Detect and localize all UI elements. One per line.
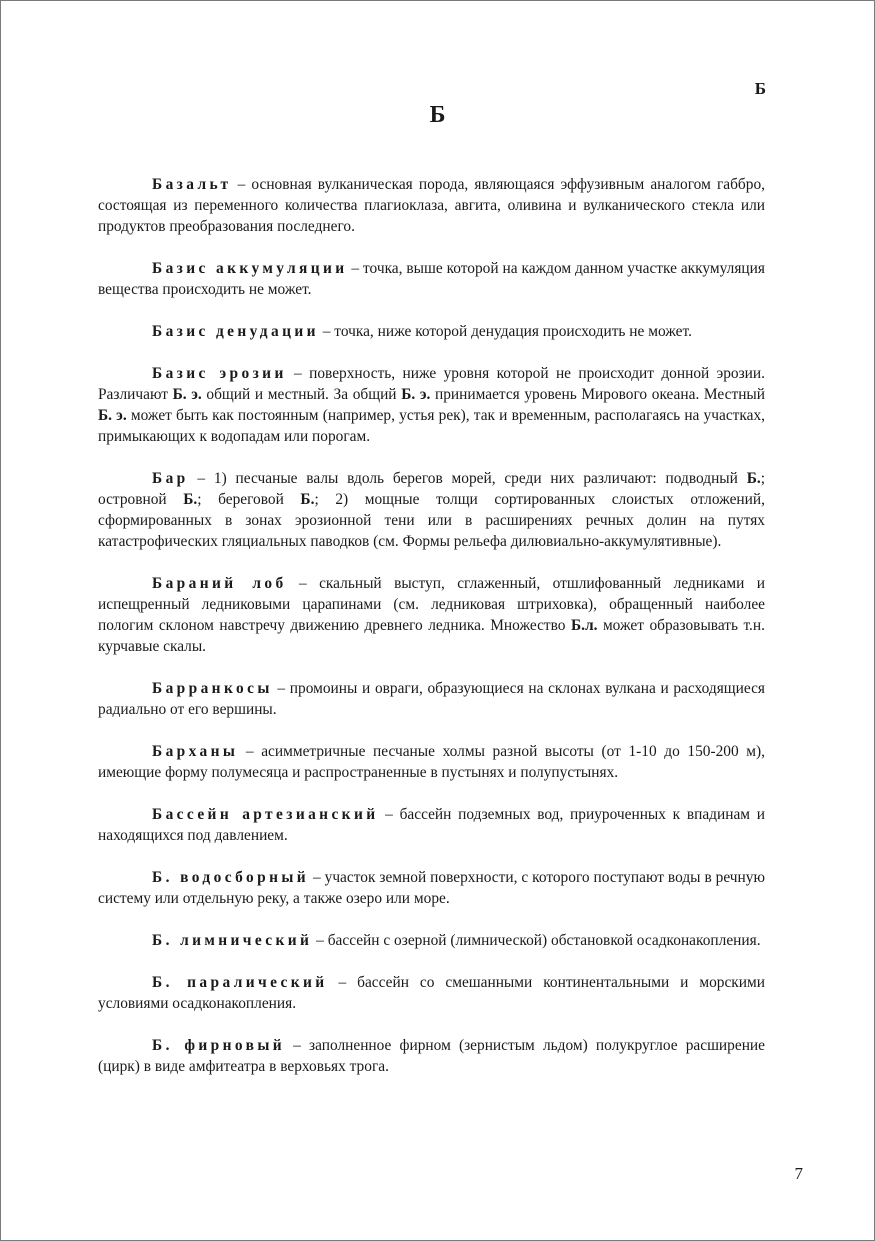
entry-abbreviation: Б.л. (570, 617, 598, 634)
glossary-entry (98, 678, 765, 720)
entry-text: – участок земной поверхности, с которого поступают воды в речную систему или отдельную реку, а также озеро или море. (98, 869, 765, 907)
entry-text: может быть как постоянным (например, устья рек), так и временным, располагаясь на участках, примыкающих к водопадам или порогам. (98, 407, 765, 445)
entry-term: Барханы (152, 743, 239, 760)
entry-text: – бассейн с озерной (лимнической) обстановкой осадконакопления. (312, 932, 761, 949)
entry-text: может образовывать т.н. курчавые скалы. (98, 617, 765, 655)
entry-text: – 1) песчаные валы вдоль берегов морей, среди них различают: подводный (188, 470, 747, 487)
glossary-entry (98, 258, 765, 300)
glossary-entry (98, 468, 765, 552)
entry-text: – бассейн со смешанными континентальными и морскими условиями осадконакопления. (98, 974, 765, 1012)
entry-term: Б. водосборный (152, 869, 310, 886)
entry-abbreviation: Б. (183, 491, 198, 508)
entry-abbreviation: Б. э. (98, 407, 127, 424)
entry-text: – скальный выступ, сглаженный, отшлифованный ледниками и испещренный ледниковыми царапинами (см. ледниковая штриховка), обращенный наиболее пологим склоном навстречу движению древнего ледника. Множество (98, 575, 765, 634)
entry-text: общий и местный. За общий (201, 386, 402, 403)
entry-abbreviation: Б. (300, 491, 315, 508)
entry-text: ; островной (98, 470, 765, 508)
chapter-title: Б (429, 102, 446, 128)
entry-term: Бассейн артезианский (152, 806, 379, 823)
entry-text: – поверхность, ниже уровня которой не происходит донной эрозии. Различают (98, 365, 765, 403)
page-number: 7 (794, 1164, 803, 1183)
glossary-entry (98, 867, 765, 909)
entry-text: – точка, ниже которой денудация происходить не может. (318, 323, 692, 340)
entry-text: ; береговой (197, 491, 301, 508)
entry-text: – асимметричные песчаные холмы разной высоты (от 1-10 до 150-200 м), имеющие форму полумесяца и распространенные в пустынях и полупустынях. (98, 743, 765, 781)
entry-term: Бар (152, 470, 189, 487)
entry-term: Базис эрозии (152, 365, 287, 382)
glossary-entry (98, 972, 765, 1014)
entry-term: Б. фирновый (152, 1037, 286, 1054)
entry-term: Базальт (152, 176, 232, 193)
glossary-entry (98, 930, 765, 951)
glossary-entry (98, 363, 765, 447)
entry-term: Б. паралический (152, 974, 328, 991)
glossary-entry (98, 321, 765, 342)
glossary-entry (98, 1035, 765, 1077)
entry-text: принимается уровень Мирового океана. Местный (430, 386, 766, 403)
entry-text: ; 2) мощные толщи сортированных слоистых отложений, сформированных в зонах эрозионной тени или в расширениях речных долин на путях катастрофических гляциальных паводков (см. Формы рельефа дилювиально-аккумулятивные). (98, 491, 765, 550)
entry-abbreviation: Б. э. (172, 386, 202, 403)
entry-term: Бараний лоб (152, 575, 287, 592)
glossary-entry (98, 174, 765, 237)
entry-abbreviation: Б. э. (401, 386, 431, 403)
entry-term: Б. лимнический (152, 932, 313, 949)
entry-text: – основная вулканическая порода, являющаяся эффузивным аналогом габбро, состоящая из переменного количества плагиоклаза, авгита, оливина и вулканического стекла или продуктов преобразования последнего. (98, 176, 765, 235)
glossary-entry (98, 573, 765, 657)
running-head: Б (754, 79, 766, 98)
entry-term: Базис аккумуляции (152, 260, 348, 277)
entry-text: – заполненное фирном (зернистым льдом) полукруглое расширение (цирк) в виде амфитеатра в верховьях трога. (98, 1037, 765, 1075)
entry-text: – бассейн подземных вод, приуроченных к впадинам и находящихся под давлением. (98, 806, 765, 844)
entry-abbreviation: Б. (746, 470, 761, 487)
glossary-entry (98, 804, 765, 846)
entry-term: Базис денудации (152, 323, 319, 340)
entry-text: – промоины и овраги, образующиеся на склонах вулкана и расходящиеся радиально от его вершины. (98, 680, 765, 718)
glossary-entries (98, 174, 765, 1098)
entry-text: – точка, выше которой на каждом данном участке аккумуляция вещества происходить не может. (98, 260, 765, 298)
entry-term: Барранкосы (152, 680, 273, 697)
glossary-entry (98, 741, 765, 783)
